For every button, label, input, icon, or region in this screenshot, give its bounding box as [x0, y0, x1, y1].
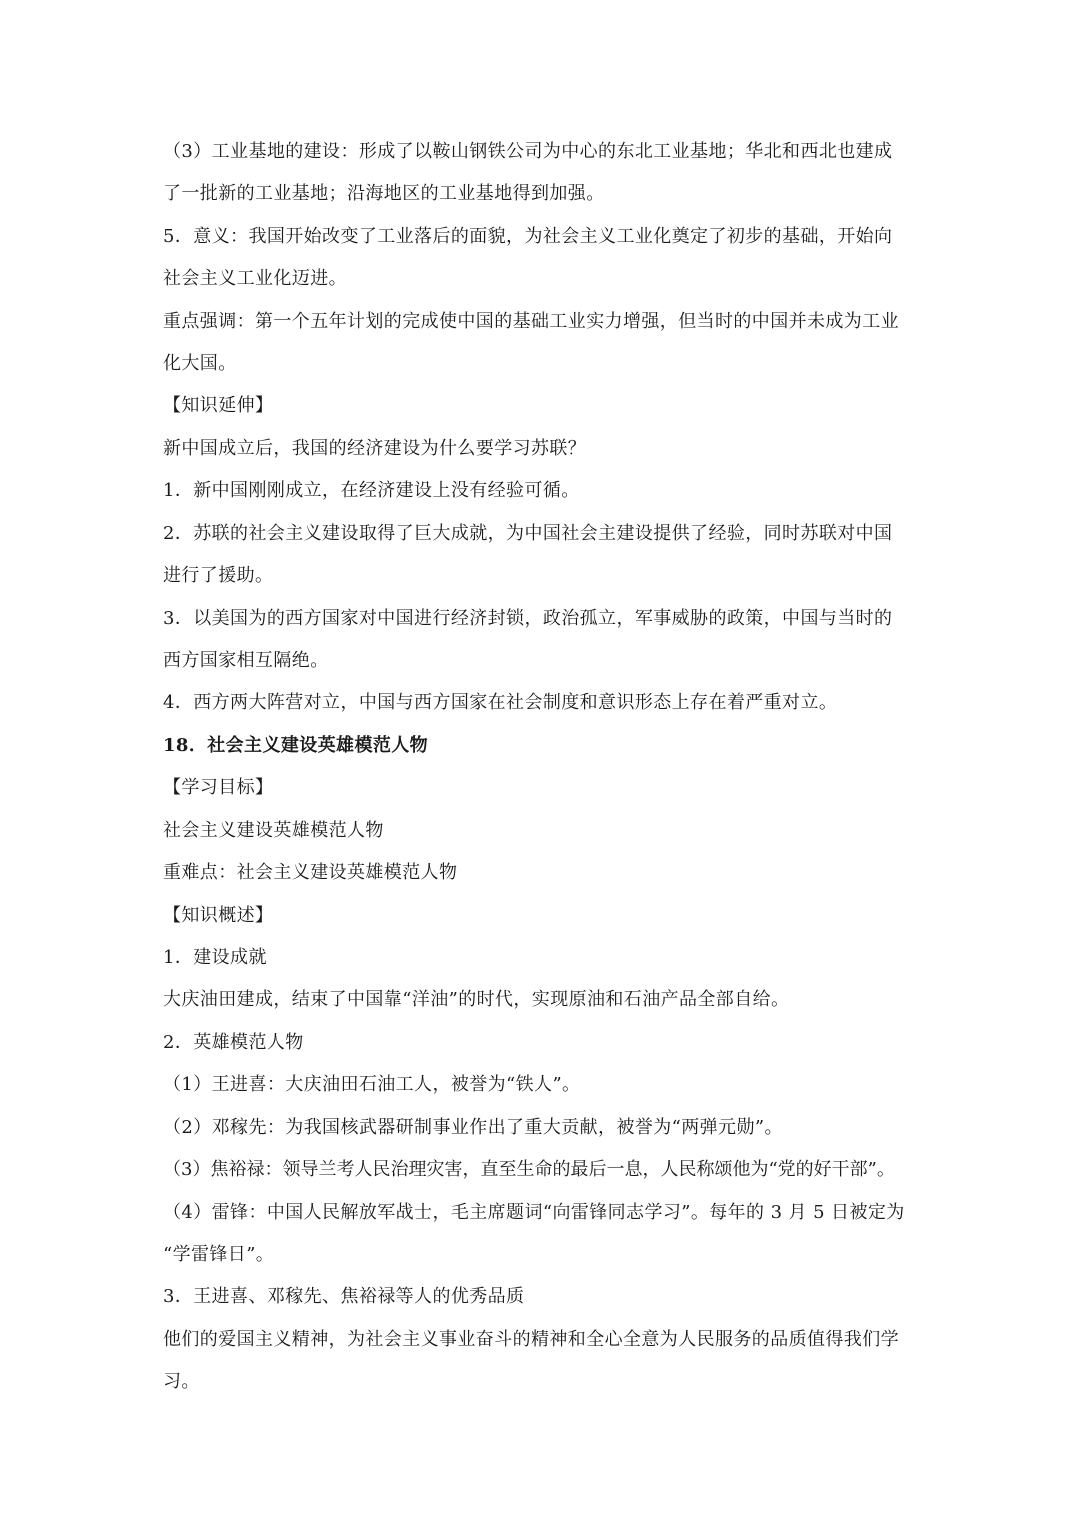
text-line-reason-3-cont: 西方国家相互隔绝。: [163, 650, 329, 671]
text-line-deng-jiaxian: （2）邓稼先：为我国核武器研制事业作出了重大贡献，被誉为“两弹元勋”。: [163, 1117, 783, 1138]
text-line-reason-2-cont: 进行了援助。: [163, 565, 274, 586]
text-line-jiao-yulu: （3）焦裕禄：领导兰考人民治理灾害，直至生命的最后一息，人民称颂他为“党的好干部”。: [163, 1159, 895, 1180]
text-line-goal: 社会主义建设英雄模范人物: [163, 820, 384, 841]
text-line-heroes-heading: 2．英雄模范人物: [163, 1032, 304, 1053]
text-line-qualities-heading: 3．王进喜、邓稼先、焦裕禄等人的优秀品质: [163, 1286, 525, 1307]
text-line-key-emphasis-cont: 化大国。: [163, 353, 237, 374]
text-line-key-emphasis: 重点强调：第一个五年计划的完成使中国的基础工业实力增强，但当时的中国并未成为工业: [163, 311, 899, 332]
text-line-wang-jinxi: （1）王进喜：大庆油田石油工人，被誉为“铁人”。: [163, 1074, 581, 1095]
text-line-lei-feng: （4）雷锋：中国人民解放军战士，毛主席题词“向雷锋同志学习”。每年的 3 月 5 日被定为: [163, 1202, 905, 1223]
text-line-reason-4: 4．西方两大阵营对立，中国与西方国家在社会制度和意识形态上存在着严重对立。: [163, 692, 838, 713]
text-line-qualities: 他们的爱国主义精神，为社会主义事业奋斗的精神和全心全意为人民服务的品质值得我们学: [163, 1329, 899, 1350]
text-line-significance-cont: 社会主义工业化迈进。: [163, 268, 347, 289]
text-line-industrial-bases: （3）工业基地的建设：形成了以鞍山钢铁公司为中心的东北工业基地；华北和西北也建成: [163, 141, 893, 162]
text-line-industrial-bases-cont: 了一批新的工业基地；沿海地区的工业基地得到加强。: [163, 183, 605, 204]
text-line-key-difficulty: 重难点：社会主义建设英雄模范人物: [163, 862, 458, 883]
section-heading-knowledge-overview: 【知识概述】: [163, 905, 274, 926]
text-line-question: 新中国成立后，我国的经济建设为什么要学习苏联？: [163, 438, 587, 459]
section-heading-learning-goals: 【学习目标】: [163, 777, 274, 798]
text-line-significance: 5．意义：我国开始改变了工业落后的面貌，为社会主义工业化奠定了初步的基础，开始向: [163, 226, 893, 247]
text-line-daqing: 大庆油田建成，结束了中国靠“洋油”的时代，实现原油和石油产品全部自给。: [163, 989, 790, 1010]
text-line-reason-2: 2．苏联的社会主义建设取得了巨大成就，为中国社会主建设提供了经验，同时苏联对中国: [163, 523, 893, 544]
text-line-qualities-cont: 习。: [163, 1371, 200, 1392]
text-line-lei-feng-cont: “学雷锋日”。: [163, 1244, 275, 1265]
text-line-reason-1: 1．新中国刚刚成立，在经济建设上没有经验可循。: [163, 480, 580, 501]
text-line-achievements-heading: 1．建设成就: [163, 947, 267, 968]
text-line-reason-3: 3．以美国为的西方国家对中国进行经济封锁，政治孤立，军事威胁的政策，中国与当时的: [163, 608, 893, 629]
chapter-title-heroes: 18．社会主义建设英雄模范人物: [163, 735, 429, 756]
section-heading-knowledge-extension: 【知识延伸】: [163, 395, 274, 416]
